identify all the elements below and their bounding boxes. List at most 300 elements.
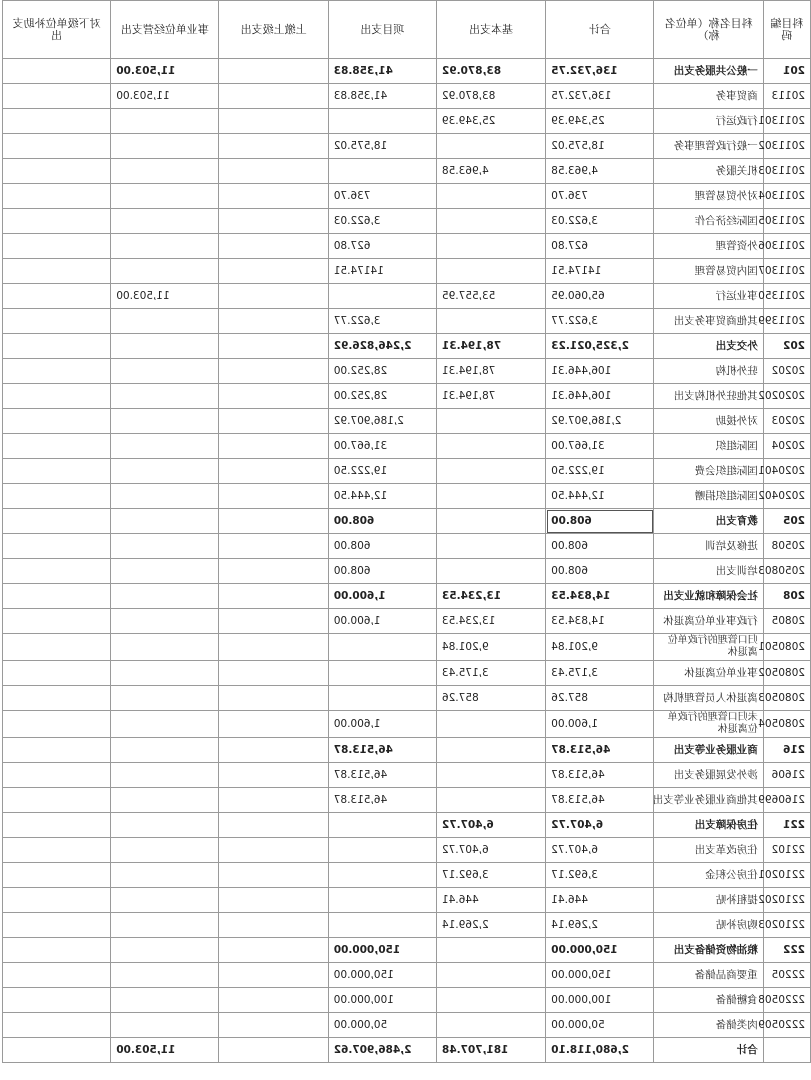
cell-project[interactable]: 28,252.00 [328, 359, 436, 384]
cell-lower[interactable] [3, 634, 111, 661]
cell-business[interactable] [111, 484, 219, 509]
cell-lower[interactable] [3, 559, 111, 584]
cell-total[interactable]: 106,446.31 [546, 384, 654, 409]
cell-basic[interactable]: 6,407.72 [436, 813, 545, 838]
cell-code[interactable]: 2020401 [763, 459, 810, 484]
cell-code[interactable]: 2011306 [763, 234, 810, 259]
cell-basic[interactable]: 53,557.95 [436, 284, 545, 309]
cell-total[interactable]: 18,575.02 [546, 134, 654, 159]
cell-lower[interactable] [3, 434, 111, 459]
cell-code[interactable]: 2020202 [763, 384, 810, 409]
cell-basic[interactable] [436, 209, 545, 234]
cell-project[interactable] [328, 109, 436, 134]
cell-total[interactable]: 150,000.00 [546, 963, 654, 988]
cell-code[interactable]: 2050803 [763, 559, 810, 584]
cell-basic[interactable]: 446.41 [436, 888, 545, 913]
cell-upper[interactable] [219, 259, 328, 284]
cell-business[interactable] [111, 988, 219, 1013]
cell-upper[interactable] [219, 711, 328, 738]
cell-upper[interactable] [219, 1013, 328, 1038]
cell-project[interactable]: 1,600.00 [328, 584, 436, 609]
cell-code[interactable]: 2011305 [763, 209, 810, 234]
cell-name[interactable]: 事业单位离退休 [654, 661, 763, 686]
cell-project[interactable]: 627.80 [328, 234, 436, 259]
cell-upper[interactable] [219, 534, 328, 559]
cell-lower[interactable] [3, 309, 111, 334]
cell-business[interactable] [111, 159, 219, 184]
cell-name[interactable]: 提租补贴 [654, 888, 763, 913]
cell-code[interactable]: 202 [763, 334, 810, 359]
cell-basic[interactable]: 3,175.43 [436, 661, 545, 686]
cell-lower[interactable] [3, 788, 111, 813]
cell-total[interactable]: 627.80 [546, 234, 654, 259]
cell-lower[interactable] [3, 913, 111, 938]
cell-code[interactable]: 2160699 [763, 788, 810, 813]
cell-code[interactable]: 20204 [763, 434, 810, 459]
cell-upper[interactable] [219, 159, 328, 184]
cell-name[interactable]: 培训支出 [654, 559, 763, 584]
cell-basic[interactable] [436, 711, 545, 738]
cell-name[interactable]: 其他商贸事务支出 [654, 309, 763, 334]
cell-lower[interactable] [3, 813, 111, 838]
cell-lower[interactable] [3, 584, 111, 609]
cell-upper[interactable] [219, 559, 328, 584]
cell-lower[interactable] [3, 259, 111, 284]
cell-lower[interactable] [3, 609, 111, 634]
cell-name[interactable]: 粮油物资储备支出 [654, 938, 763, 963]
cell-total[interactable]: 14,834.53 [546, 584, 654, 609]
cell-business[interactable] [111, 913, 219, 938]
cell-business[interactable] [111, 888, 219, 913]
cell-total[interactable]: 857.26 [546, 686, 654, 711]
cell-project[interactable]: 608.00 [328, 509, 436, 534]
cell-code[interactable]: 20203 [763, 409, 810, 434]
cell-business[interactable]: 11,503.00 [111, 1038, 219, 1063]
cell-business[interactable] [111, 711, 219, 738]
cell-lower[interactable] [3, 838, 111, 863]
cell-name[interactable]: 重要商品储备 [654, 963, 763, 988]
cell-code[interactable]: 2011303 [763, 159, 810, 184]
cell-name[interactable]: 住房公积金 [654, 863, 763, 888]
cell-business[interactable] [111, 634, 219, 661]
cell-upper[interactable] [219, 284, 328, 309]
cell-name[interactable]: 商业服务业等支出 [654, 738, 763, 763]
cell-total[interactable]: 14,834.53 [546, 609, 654, 634]
cell-basic[interactable]: 181,707.48 [436, 1038, 545, 1063]
cell-business[interactable] [111, 559, 219, 584]
cell-basic[interactable] [436, 963, 545, 988]
cell-code[interactable]: 21606 [763, 763, 810, 788]
cell-name[interactable]: 商贸事务 [654, 84, 763, 109]
cell-lower[interactable] [3, 384, 111, 409]
cell-upper[interactable] [219, 484, 328, 509]
cell-lower[interactable] [3, 159, 111, 184]
cell-total[interactable]: 31,667.00 [546, 434, 654, 459]
cell-total[interactable]: 19,222.50 [546, 459, 654, 484]
cell-business[interactable] [111, 788, 219, 813]
cell-total[interactable]: 106,446.31 [546, 359, 654, 384]
cell-lower[interactable] [3, 863, 111, 888]
cell-name[interactable]: 行政事业单位离退休 [654, 609, 763, 634]
cell-code[interactable]: 2011301 [763, 109, 810, 134]
cell-upper[interactable] [219, 584, 328, 609]
cell-lower[interactable] [3, 738, 111, 763]
cell-upper[interactable] [219, 863, 328, 888]
cell-code[interactable]: 201 [763, 59, 810, 84]
cell-name[interactable]: 购房补贴 [654, 913, 763, 938]
cell-total[interactable]: 1,600.00 [546, 711, 654, 738]
cell-upper[interactable] [219, 84, 328, 109]
cell-lower[interactable] [3, 1038, 111, 1063]
cell-name[interactable]: 国际组织捐赠 [654, 484, 763, 509]
cell-business[interactable] [111, 661, 219, 686]
cell-project[interactable] [328, 159, 436, 184]
cell-name[interactable]: 住房改革支出 [654, 838, 763, 863]
cell-total[interactable]: 9,201.84 [546, 634, 654, 661]
cell-lower[interactable] [3, 359, 111, 384]
cell-project[interactable]: 150,000.00 [328, 938, 436, 963]
cell-lower[interactable] [3, 509, 111, 534]
cell-total[interactable]: 12,444.50 [546, 484, 654, 509]
cell-project[interactable] [328, 661, 436, 686]
cell-project[interactable]: 1,600.00 [328, 711, 436, 738]
cell-total[interactable]: 46,513.87 [546, 738, 654, 763]
cell-business[interactable] [111, 309, 219, 334]
cell-business[interactable] [111, 963, 219, 988]
cell-name[interactable]: 肉类储备 [654, 1013, 763, 1038]
cell-total[interactable]: 3,692.17 [546, 863, 654, 888]
cell-lower[interactable] [3, 409, 111, 434]
cell-business[interactable] [111, 234, 219, 259]
cell-basic[interactable] [436, 259, 545, 284]
cell-code[interactable]: 221 [763, 813, 810, 838]
cell-code[interactable]: 2080501 [763, 634, 810, 661]
cell-project[interactable]: 3,622.77 [328, 309, 436, 334]
cell-upper[interactable] [219, 509, 328, 534]
cell-project[interactable]: 19,222.50 [328, 459, 436, 484]
cell-basic[interactable]: 857.26 [436, 686, 545, 711]
cell-basic[interactable] [436, 559, 545, 584]
cell-upper[interactable] [219, 813, 328, 838]
cell-total[interactable]: 3,622.03 [546, 209, 654, 234]
cell-upper[interactable] [219, 788, 328, 813]
cell-basic[interactable] [436, 134, 545, 159]
cell-basic[interactable] [436, 738, 545, 763]
cell-project[interactable]: 46,513.87 [328, 763, 436, 788]
cell-total[interactable]: 46,513.87 [546, 763, 654, 788]
cell-project[interactable]: 28,252.00 [328, 384, 436, 409]
cell-code[interactable]: 2080502 [763, 661, 810, 686]
cell-business[interactable]: 11,503.00 [111, 84, 219, 109]
cell-total[interactable]: 150,000.00 [546, 938, 654, 963]
cell-project[interactable]: 1,600.00 [328, 609, 436, 634]
cell-basic[interactable] [436, 1013, 545, 1038]
cell-lower[interactable] [3, 59, 111, 84]
cell-name[interactable]: 未归口管理的行政单位离退休 [654, 711, 763, 738]
cell-name[interactable]: 国际经济合作 [654, 209, 763, 234]
cell-upper[interactable] [219, 686, 328, 711]
cell-lower[interactable] [3, 109, 111, 134]
cell-upper[interactable] [219, 913, 328, 938]
cell-lower[interactable] [3, 661, 111, 686]
cell-business[interactable] [111, 863, 219, 888]
cell-name[interactable]: 机关服务 [654, 159, 763, 184]
cell-total[interactable]: 6,407.72 [546, 838, 654, 863]
cell-project[interactable]: 2,186,907.92 [328, 409, 436, 434]
cell-business[interactable] [111, 738, 219, 763]
cell-code[interactable]: 2210202 [763, 888, 810, 913]
cell-name[interactable]: 国内贸易管理 [654, 259, 763, 284]
cell-code[interactable] [763, 1038, 810, 1063]
cell-upper[interactable] [219, 459, 328, 484]
cell-project[interactable] [328, 634, 436, 661]
cell-total[interactable]: 4,963.58 [546, 159, 654, 184]
cell-project[interactable] [328, 284, 436, 309]
cell-project[interactable]: 2,246,826.92 [328, 334, 436, 359]
cell-name[interactable]: 食糖储备 [654, 988, 763, 1013]
cell-name[interactable]: 国际组织 [654, 434, 763, 459]
cell-upper[interactable] [219, 134, 328, 159]
cell-business[interactable] [111, 838, 219, 863]
cell-code[interactable]: 2020402 [763, 484, 810, 509]
cell-name[interactable]: 一般行政管理事务 [654, 134, 763, 159]
cell-upper[interactable] [219, 359, 328, 384]
cell-code[interactable]: 2011302 [763, 134, 810, 159]
cell-project[interactable]: 41,358.83 [328, 59, 436, 84]
cell-business[interactable] [111, 184, 219, 209]
cell-code[interactable]: 22102 [763, 838, 810, 863]
cell-lower[interactable] [3, 1013, 111, 1038]
cell-business[interactable] [111, 259, 219, 284]
cell-name[interactable]: 涉外发展服务支出 [654, 763, 763, 788]
cell-upper[interactable] [219, 661, 328, 686]
cell-name[interactable]: 对外贸易管理 [654, 184, 763, 209]
cell-project[interactable]: 50,000.00 [328, 1013, 436, 1038]
cell-project[interactable] [328, 813, 436, 838]
cell-lower[interactable] [3, 963, 111, 988]
cell-lower[interactable] [3, 84, 111, 109]
cell-code[interactable]: 2220509 [763, 1013, 810, 1038]
cell-business[interactable] [111, 109, 219, 134]
cell-upper[interactable] [219, 609, 328, 634]
cell-project[interactable]: 46,513.87 [328, 738, 436, 763]
cell-project[interactable] [328, 838, 436, 863]
cell-business[interactable] [111, 609, 219, 634]
cell-code[interactable]: 2080504 [763, 711, 810, 738]
cell-business[interactable] [111, 938, 219, 963]
cell-basic[interactable] [436, 763, 545, 788]
cell-lower[interactable] [3, 234, 111, 259]
cell-lower[interactable] [3, 888, 111, 913]
cell-basic[interactable]: 83,870.92 [436, 84, 545, 109]
cell-total[interactable]: 14174.51 [546, 259, 654, 284]
cell-total[interactable]: 136,732.75 [546, 59, 654, 84]
cell-code[interactable]: 2011304 [763, 184, 810, 209]
cell-name[interactable]: 合计 [654, 1038, 763, 1063]
cell-name[interactable]: 归口管理的行政单位离退休 [654, 634, 763, 661]
cell-code[interactable]: 2011307 [763, 259, 810, 284]
cell-total[interactable]: 6,407.72 [546, 813, 654, 838]
cell-code[interactable]: 205 [763, 509, 810, 534]
cell-code[interactable]: 20508 [763, 534, 810, 559]
cell-business[interactable] [111, 686, 219, 711]
cell-lower[interactable] [3, 484, 111, 509]
cell-upper[interactable] [219, 763, 328, 788]
cell-basic[interactable] [436, 234, 545, 259]
cell-project[interactable]: 41,358.83 [328, 84, 436, 109]
cell-basic[interactable]: 4,963.58 [436, 159, 545, 184]
cell-total[interactable]: 3,175.43 [546, 661, 654, 686]
cell-basic[interactable]: 3,692.17 [436, 863, 545, 888]
cell-upper[interactable] [219, 634, 328, 661]
cell-name[interactable]: 进修及培训 [654, 534, 763, 559]
cell-total[interactable]: 65,060.95 [546, 284, 654, 309]
cell-project[interactable] [328, 686, 436, 711]
cell-upper[interactable] [219, 184, 328, 209]
cell-code[interactable]: 2210201 [763, 863, 810, 888]
cell-total[interactable]: 2,680,118.10 [546, 1038, 654, 1063]
cell-basic[interactable] [436, 484, 545, 509]
cell-project[interactable]: 3,622.03 [328, 209, 436, 234]
cell-business[interactable] [111, 763, 219, 788]
cell-lower[interactable] [3, 134, 111, 159]
cell-code[interactable]: 2220508 [763, 988, 810, 1013]
cell-business[interactable] [111, 534, 219, 559]
cell-business[interactable] [111, 459, 219, 484]
cell-name[interactable]: 行政运行 [654, 109, 763, 134]
cell-project[interactable]: 31,667.00 [328, 434, 436, 459]
cell-upper[interactable] [219, 409, 328, 434]
cell-name[interactable]: 住房保障支出 [654, 813, 763, 838]
cell-code[interactable]: 22205 [763, 963, 810, 988]
cell-code[interactable]: 2210203 [763, 913, 810, 938]
cell-project[interactable]: 608.00 [328, 559, 436, 584]
cell-project[interactable]: 736.70 [328, 184, 436, 209]
cell-total[interactable]: 136,732.75 [546, 84, 654, 109]
cell-project[interactable]: 18,575.02 [328, 134, 436, 159]
cell-upper[interactable] [219, 738, 328, 763]
cell-name[interactable]: 离退休人员管理机构 [654, 686, 763, 711]
cell-name[interactable]: 国际组织会费 [654, 459, 763, 484]
cell-code[interactable]: 2011350 [763, 284, 810, 309]
cell-upper[interactable] [219, 888, 328, 913]
cell-total[interactable]: 446.41 [546, 888, 654, 913]
cell-upper[interactable] [219, 988, 328, 1013]
cell-basic[interactable] [436, 434, 545, 459]
cell-total[interactable]: 50,000.00 [546, 1013, 654, 1038]
cell-business[interactable]: 11,503.00 [111, 284, 219, 309]
cell-basic[interactable]: 78,194.31 [436, 384, 545, 409]
cell-lower[interactable] [3, 711, 111, 738]
cell-upper[interactable] [219, 209, 328, 234]
cell-basic[interactable]: 13,234.53 [436, 584, 545, 609]
cell-project[interactable] [328, 863, 436, 888]
cell-name[interactable]: 驻外机构 [654, 359, 763, 384]
cell-total[interactable]: 608.00 [546, 534, 654, 559]
cell-business[interactable] [111, 813, 219, 838]
cell-code[interactable]: 222 [763, 938, 810, 963]
cell-basic[interactable] [436, 309, 545, 334]
cell-name[interactable]: 其他商业服务业等支出 [654, 788, 763, 813]
cell-lower[interactable] [3, 209, 111, 234]
cell-lower[interactable] [3, 988, 111, 1013]
cell-upper[interactable] [219, 384, 328, 409]
cell-basic[interactable] [436, 509, 545, 534]
cell-lower[interactable] [3, 534, 111, 559]
cell-basic[interactable]: 9,201.84 [436, 634, 545, 661]
cell-basic[interactable]: 83,870.92 [436, 59, 545, 84]
cell-total[interactable]: 608.00 [546, 509, 654, 534]
cell-project[interactable]: 12,444.50 [328, 484, 436, 509]
cell-basic[interactable]: 13,234.53 [436, 609, 545, 634]
cell-upper[interactable] [219, 434, 328, 459]
cell-name[interactable]: 事业运行 [654, 284, 763, 309]
cell-lower[interactable] [3, 763, 111, 788]
cell-upper[interactable] [219, 234, 328, 259]
cell-upper[interactable] [219, 109, 328, 134]
cell-business[interactable] [111, 1013, 219, 1038]
cell-basic[interactable]: 78,194.31 [436, 334, 545, 359]
cell-business[interactable] [111, 584, 219, 609]
cell-code[interactable]: 20113 [763, 84, 810, 109]
cell-basic[interactable]: 6,407.72 [436, 838, 545, 863]
cell-business[interactable] [111, 384, 219, 409]
cell-business[interactable] [111, 359, 219, 384]
cell-basic[interactable] [436, 534, 545, 559]
cell-name[interactable]: 教育支出 [654, 509, 763, 534]
cell-name[interactable]: 对外援助 [654, 409, 763, 434]
cell-project[interactable] [328, 913, 436, 938]
cell-code[interactable]: 2080503 [763, 686, 810, 711]
cell-project[interactable]: 608.00 [328, 534, 436, 559]
cell-code[interactable]: 2011399 [763, 309, 810, 334]
cell-basic[interactable] [436, 459, 545, 484]
cell-basic[interactable] [436, 409, 545, 434]
cell-upper[interactable] [219, 309, 328, 334]
cell-name[interactable]: 外交支出 [654, 334, 763, 359]
cell-basic[interactable] [436, 788, 545, 813]
cell-total[interactable]: 25,349.39 [546, 109, 654, 134]
cell-lower[interactable] [3, 184, 111, 209]
cell-upper[interactable] [219, 334, 328, 359]
cell-basic[interactable] [436, 184, 545, 209]
cell-basic[interactable]: 2,269.14 [436, 913, 545, 938]
cell-code[interactable]: 216 [763, 738, 810, 763]
cell-total[interactable]: 608.00 [546, 559, 654, 584]
cell-upper[interactable] [219, 1038, 328, 1063]
cell-business[interactable] [111, 209, 219, 234]
cell-lower[interactable] [3, 938, 111, 963]
cell-business[interactable] [111, 409, 219, 434]
cell-code[interactable]: 208 [763, 584, 810, 609]
cell-business[interactable]: 11,503.00 [111, 59, 219, 84]
cell-total[interactable]: 100,000.00 [546, 988, 654, 1013]
cell-total[interactable]: 2,325,021.23 [546, 334, 654, 359]
cell-basic[interactable] [436, 938, 545, 963]
cell-lower[interactable] [3, 686, 111, 711]
cell-business[interactable] [111, 134, 219, 159]
cell-name[interactable]: 社会保障和就业支出 [654, 584, 763, 609]
cell-lower[interactable] [3, 284, 111, 309]
cell-total[interactable]: 736.70 [546, 184, 654, 209]
cell-business[interactable] [111, 434, 219, 459]
cell-project[interactable]: 46,513.87 [328, 788, 436, 813]
cell-name[interactable]: 一般公共服务支出 [654, 59, 763, 84]
cell-total[interactable]: 2,269.14 [546, 913, 654, 938]
cell-total[interactable]: 3,622.77 [546, 309, 654, 334]
cell-total[interactable]: 2,186,907.92 [546, 409, 654, 434]
cell-lower[interactable] [3, 334, 111, 359]
